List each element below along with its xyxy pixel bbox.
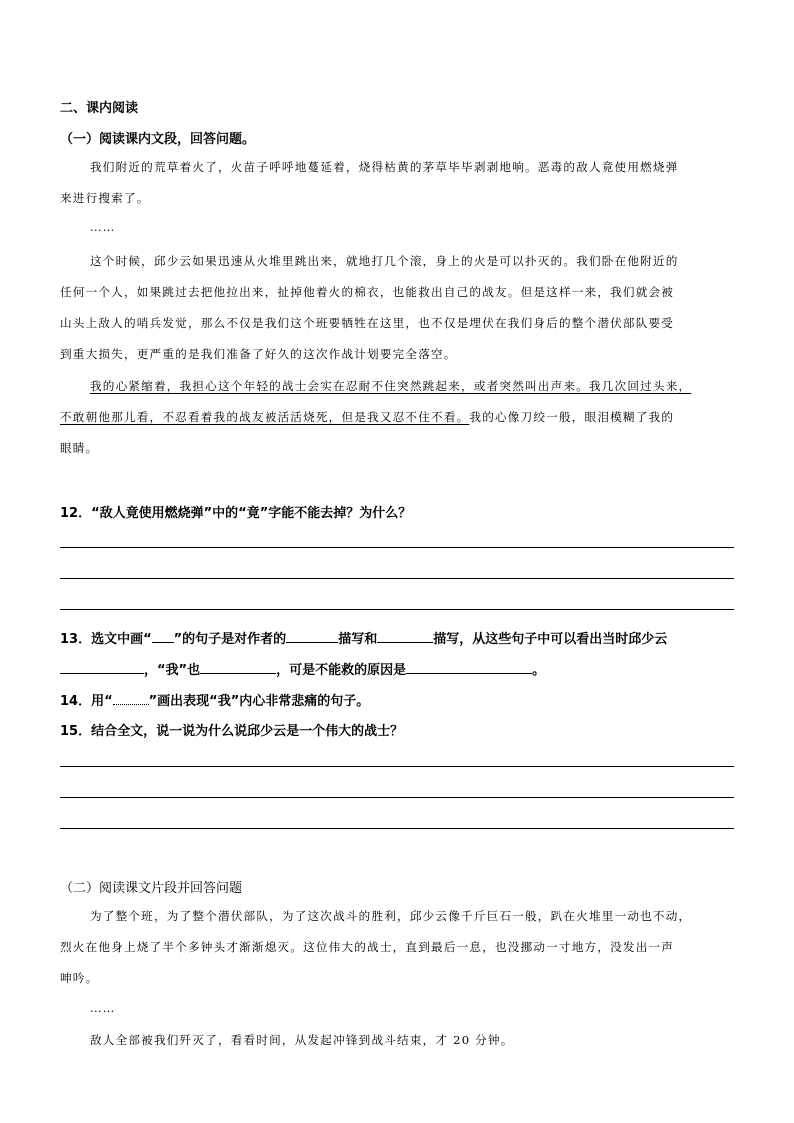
q13-blank-3[interactable]	[60, 661, 144, 674]
question-13-line2	[60, 659, 545, 678]
q13-part-f: ，可是不能救的原因是	[276, 663, 407, 678]
part2-paragraph2-line1: 敌人全部被我们歼灭了，看看时间，从发起冲锋到战斗结束，才 20 分钟。	[90, 1033, 514, 1047]
q13-blank-2[interactable]	[377, 630, 433, 643]
q13-blank-5[interactable]	[406, 661, 532, 674]
answer-line-12-1[interactable]	[60, 547, 734, 548]
part2-heading: （二）阅读课文片段并回答问题	[60, 881, 243, 896]
q13-part-g: 。	[532, 663, 546, 678]
q14-part-a: 14．用“	[60, 694, 113, 709]
part1-paragraph3-line1: 我的心紧缩着，我担心这个年轻的战士会实在忍耐不住突然跳起来，或者突然叫出声来。我几次回过头来，	[90, 379, 692, 393]
question-13-line1	[60, 628, 667, 647]
part1-paragraph1-line1: 我们附近的荒草着火了，火苗子呼呼地蔓延着，烧得枯黄的茅草毕毕剥剥地响。恶毒的敌人竟使用燃烧弹	[90, 160, 679, 174]
part1-paragraph2-line4: 到重大损失，更严重的是我们准备了好久的这次作战计划要完全落空。	[60, 347, 457, 361]
part1-paragraph1-line2: 来进行搜索了。	[60, 191, 150, 205]
question-14	[60, 690, 369, 709]
q13-mark-blank[interactable]	[152, 630, 174, 643]
q13-part-e: ，“我”也	[144, 663, 201, 678]
part1-paragraph2-line1: 这个时候，邱少云如果迅速从火堆里跳出来，就地打几个滚，身上的火是可以扑灭的。我们卧在他附近的	[90, 254, 679, 268]
q13-blank-1[interactable]	[286, 630, 338, 643]
part2-paragraph1-line2: 烈火在他身上烧了半个多钟头才渐渐熄灭。这位伟大的战士，直到最后一息，也没挪动一寸地方，没发出一声	[60, 940, 675, 954]
part2-paragraph1-line3: 呻吟。	[60, 971, 99, 985]
q13-part-c: 描写和	[338, 632, 378, 647]
part1-paragraph2-line2: 任何一个人，如果跳过去把他拉出来，扯掉他着火的棉衣，也能救出自己的战友。但是这样一来，我们就会被	[60, 285, 675, 299]
q13-blank-4[interactable]	[200, 661, 276, 674]
paragraph3-line2-rest: 我的心像刀绞一般，眼泪模糊了我的	[469, 410, 675, 424]
part1-paragraph3-line2	[60, 409, 674, 425]
question-12: 12．“敌人竟使用燃烧弹”中的“竟”字能不能去掉？为什么？	[60, 506, 412, 521]
part2-paragraph1-line1: 为了整个班，为了整个潜伏部队，为了这次战斗的胜利，邱少云像千斤巨石一般，趴在火堆里一动也不动，	[90, 909, 692, 923]
part2-ellipsis: ……	[90, 1001, 116, 1015]
part1-paragraph3-line3: 眼睛。	[60, 441, 99, 455]
section-title: 二、课内阅读	[60, 101, 139, 116]
answer-line-15-1[interactable]	[60, 766, 734, 767]
q13-part-a: 13．选文中画“	[60, 632, 152, 647]
part1-heading: （一）阅读课内文段，回答问题。	[60, 132, 256, 147]
q13-part-b: ”的句子是对作者的	[173, 632, 287, 647]
q14-wavy-mark	[113, 692, 149, 705]
answer-line-12-3[interactable]	[60, 609, 734, 610]
answer-line-15-2[interactable]	[60, 797, 734, 798]
answer-line-12-2[interactable]	[60, 578, 734, 579]
q14-part-b: ”画出表现“我”内心非常悲痛的句子。	[148, 694, 370, 709]
part1-ellipsis: ……	[90, 220, 116, 234]
underlined-sentence: 不敢朝他那儿看，不忍看着我的战友被活活烧死，但是我又忍不住不看。	[60, 410, 470, 424]
question-15: 15．结合全文，说一说为什么说邱少云是一个伟大的战士？	[60, 724, 404, 739]
answer-line-15-3[interactable]	[60, 828, 734, 829]
part1-paragraph2-line3: 山头上敌人的哨兵发觉，那么不仅是我们这个班要牺牲在这里，也不仅是埋伏在我们身后的整个潜伏部队要受	[60, 316, 675, 330]
q13-part-d: 描写，从这些句子中可以看出当时邱少云	[433, 632, 668, 647]
